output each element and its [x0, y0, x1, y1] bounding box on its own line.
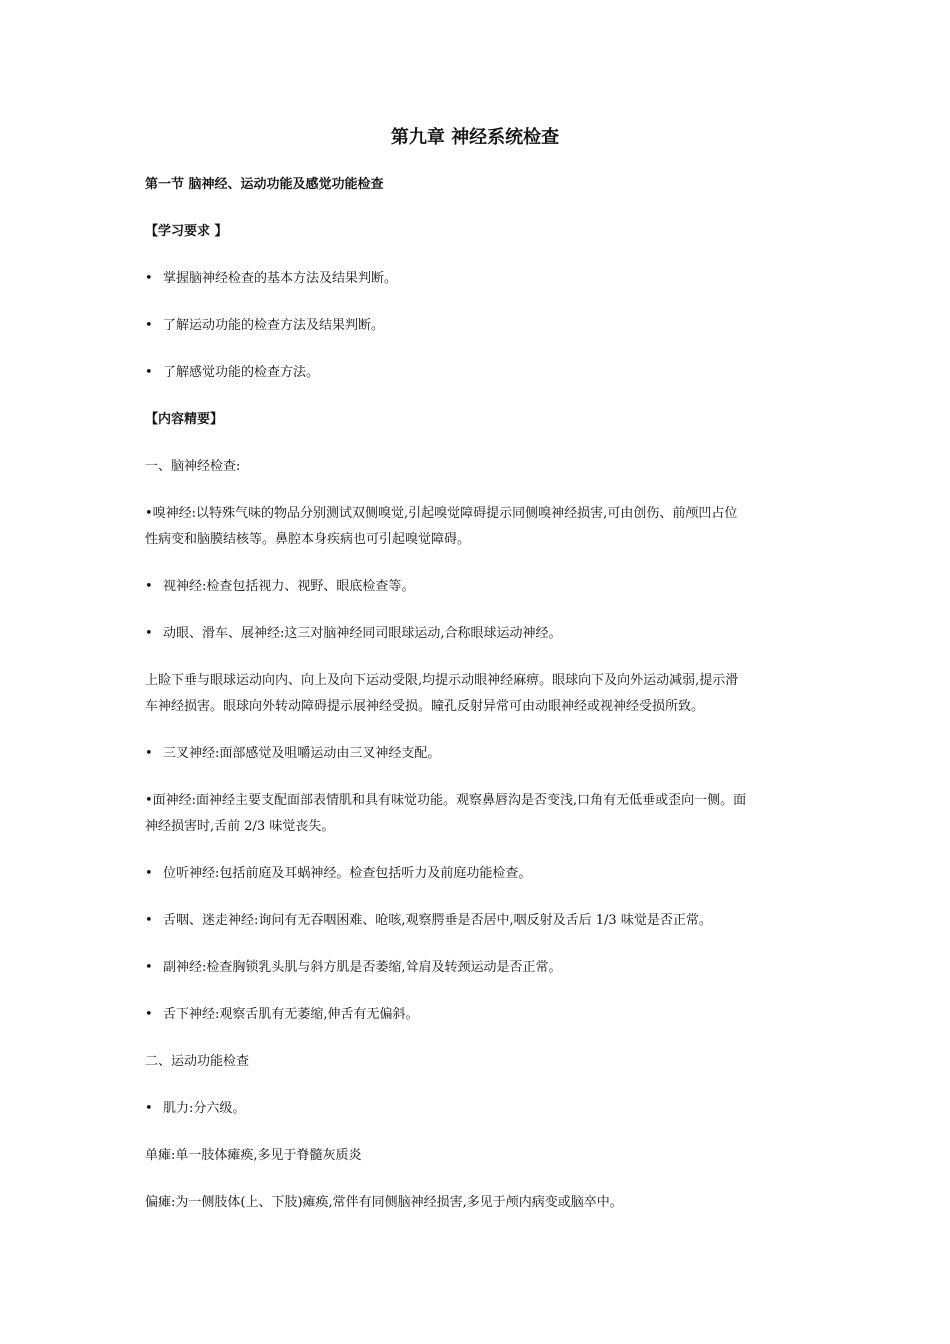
glossopharyngeal-text: 舌咽、迷走神经:询问有无吞咽困难、呛咳,观察腭垂是否居中,咽反射及舌后 1/3 味觉是否正常。 [163, 913, 712, 928]
bullet-icon: • [145, 271, 153, 286]
part2-heading: 二、运动功能检查 [145, 1054, 250, 1069]
bullet-icon: • [145, 1101, 153, 1116]
bullet-icon: • [145, 913, 153, 928]
hemiplegia-text: 偏瘫:为一侧肢体(上、下肢)瘫痪,常伴有同侧脑神经损害,多见于颅内病变或脑卒中。 [145, 1195, 623, 1210]
monoplegia-text: 单瘫:单一肢体瘫痪,多见于脊髓灰质炎 [145, 1148, 362, 1163]
oculomotor-item [145, 621, 810, 647]
learning-item-text: 掌握脑神经检查的基本方法及结果判断。 [163, 271, 398, 286]
learning-requirements-header: 【学习要求 】 [145, 224, 228, 239]
vestibulocochlear-text: 位听神经:包括前庭及耳蜗神经。检查包括听力及前庭功能检查。 [163, 866, 532, 881]
learning-item [145, 266, 810, 292]
learning-item-text: 了解运动功能的检查方法及结果判断。 [163, 318, 385, 333]
accessory-text: 副神经:检查胸锁乳头肌与斜方肌是否萎缩,耸肩及转颈运动是否正常。 [163, 960, 562, 975]
trigeminal-text: 三叉神经:面部感觉及咀嚼运动由三叉神经支配。 [163, 746, 441, 761]
bullet-icon: • [145, 626, 153, 641]
learning-item [145, 360, 810, 386]
bullet-icon: • [145, 866, 153, 881]
facial-line-1: •面神经:面神经主要支配面部表情肌和具有味觉功能。观察鼻唇沟是否变浅,口角有无低垂或歪向一侧。面 [145, 793, 747, 808]
chapter-title: 第九章 神经系统检查 [390, 127, 560, 148]
bullet-icon: • [145, 365, 153, 380]
bullet-icon: • [145, 960, 153, 975]
bullet-icon: • [145, 1007, 153, 1022]
optic-item [145, 574, 810, 600]
learning-item [145, 313, 810, 339]
oculomotor-text: 动眼、滑车、展神经:这三对脑神经同司眼球运动,合称眼球运动神经。 [163, 626, 562, 641]
glossopharyngeal-item [145, 908, 810, 934]
part1-heading: 一、脑神经检查: [145, 459, 241, 474]
vestibulocochlear-item [145, 861, 810, 887]
optic-text: 视神经:检查包括视力、视野、眼底检查等。 [163, 579, 415, 594]
eye-paragraph-line-2: 车神经损害。眼球向外转动障碍提示展神经受损。瞳孔反射异常可由动眼神经或视神经受损所致。 [145, 699, 705, 714]
bullet-icon: • [145, 746, 153, 761]
accessory-item [145, 955, 810, 981]
muscle-strength-item [145, 1096, 810, 1122]
olfactory-line-2: 性病变和脑膜结核等。鼻腔本身疾病也可引起嗅觉障碍。 [145, 532, 471, 547]
learning-item-text: 了解感觉功能的检查方法。 [163, 365, 320, 380]
hypoglossal-text: 舌下神经:观察舌肌有无萎缩,伸舌有无偏斜。 [163, 1007, 419, 1022]
eye-paragraph-line-1: 上睑下垂与眼球运动向内、向上及向下运动受限,均提示动眼神经麻痹。眼球向下及向外运动减弱,提示滑 [145, 673, 739, 688]
muscle-strength-text: 肌力:分六级。 [163, 1101, 246, 1116]
hypoglossal-item [145, 1002, 810, 1028]
facial-line-2: 神经损害时,舌前 2/3 味觉丧失。 [145, 819, 335, 834]
olfactory-line-1: •嗅神经:以特殊气味的物品分别测试双侧嗅觉,引起嗅觉障碍提示同侧嗅神经损害,可由创伤、前颅凹占位 [145, 506, 738, 521]
bullet-icon: • [145, 579, 153, 594]
content-summary-header: 【内容精要】 [145, 412, 224, 427]
bullet-icon: • [145, 318, 153, 333]
trigeminal-item [145, 741, 810, 767]
section-heading: 第一节 脑神经、运动功能及感觉功能检查 [145, 177, 384, 192]
